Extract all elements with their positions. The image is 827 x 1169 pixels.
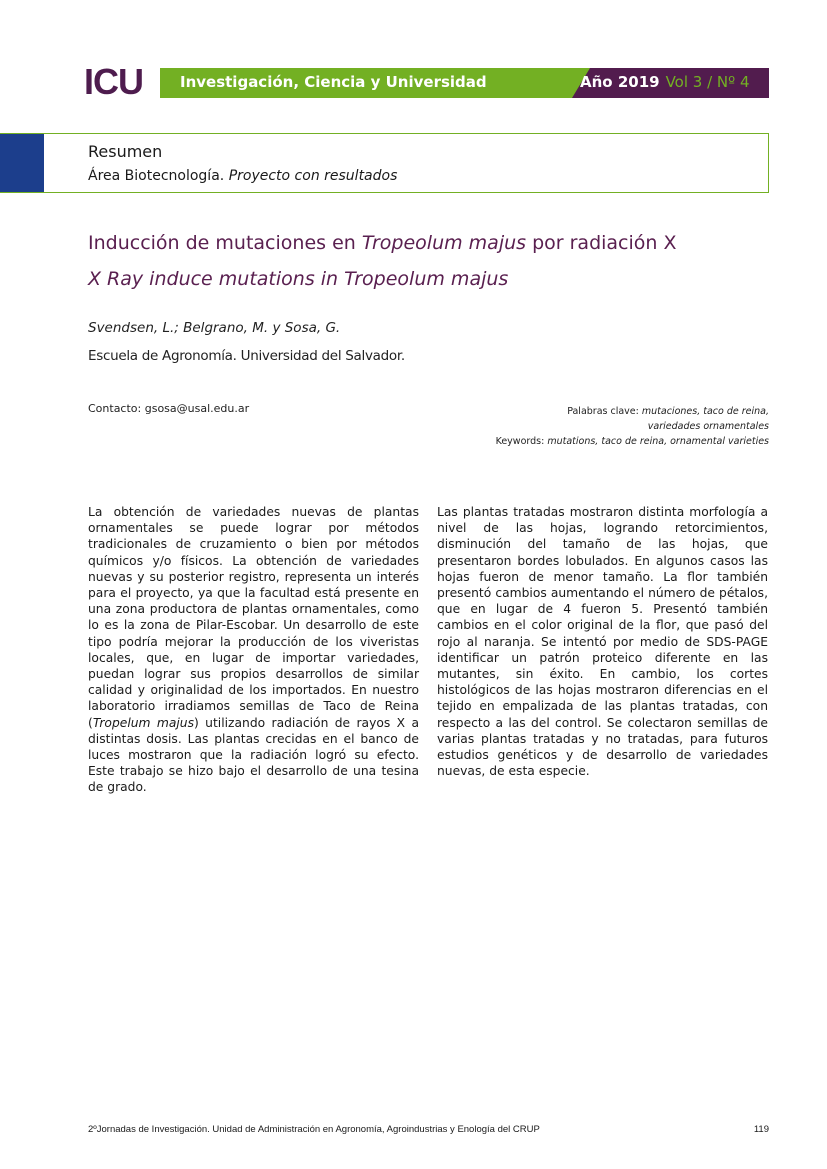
section-box (0, 133, 769, 193)
abstract-column-right: Las plantas tratadas mostraron distinta morfología a nivel de las hojas, logrando retorcimientos, disminución del tamaño de las hojas, que presentaron bordes lobulados. En algunos casos las hojas fueron de menor tamaño. La flor también presentó cambios aumentando el número de pétalos, que en lugar de 4 fueron 5. Presentó también cambios en el color original de la flor, que pasó del rojo al naranja. Se intentó por medio de SDS-PAGE identificar un patrón proteico diferente en las mutantes, sin éxito. En cambio, los cortes histológicos de las hojas mostraron diferencias en el tejido en empalizada de las plantas tratadas, con respecto a las del control. Se colectaron semillas de varias plantas tratadas y no tratadas, para futuros estudios genéticos y de desarrollo de variedades nuevas, de esta especie. (437, 505, 768, 779)
abstract-left-species: Tropelum majus (92, 715, 195, 730)
title-es-text: Inducción de mutaciones en (88, 232, 362, 254)
keywords-en-line (496, 434, 769, 449)
project-type: Proyecto con resultados (228, 168, 398, 184)
footer-text: 2ºJornadas de Investigación. Unidad de Administración en Agronomía, Agroindustrias y Enología del CRUP (88, 1124, 540, 1135)
contact-email[interactable]: gsosa@usal.edu.ar (144, 402, 250, 415)
keywords-block (496, 404, 769, 449)
journal-banner (160, 68, 769, 98)
page-footer (88, 1124, 769, 1135)
area-name: Área Biotecnología. (88, 168, 225, 184)
page-number: 119 (753, 1124, 769, 1135)
abstract-column-left (88, 504, 419, 796)
title-es-species: Tropeolum majus (361, 232, 527, 254)
banner-green-band (160, 68, 590, 98)
abstract-left-text: La obtención de variedades nuevas de plantas ornamentales se puede lograr por métodos tradicionales de cruzamiento o bien por métodos químicos y/o físicos. La obtención de variedades nuevas y su posterior registro, representa un interés para el proyecto, ya que la facultad está presente en una zona productora de plantas ornamentales, como lo es la zona de Pilar-Escobar. Un desarrollo de este tipo podría mejorar la producción de los viveristas locales, que, en lugar de importar variedades, puedan lograr sus propios desarrollos de similar calidad y originalidad de los importados. En nuestro laboratorio irradiamos semillas de Taco de Reina ( (88, 505, 419, 730)
keywords-es-line2 (496, 419, 769, 434)
keywords-es-line1 (496, 404, 769, 419)
keywords-es-label: Palabras clave: (567, 406, 639, 417)
keywords-en-label: Keywords: (495, 436, 545, 447)
keywords-es-values: mutaciones, taco de reina, (641, 406, 769, 417)
section-label: Resumen (88, 142, 163, 161)
authors: Svendsen, L.; Belgrano, M. y Sosa, G. (88, 320, 341, 336)
section-color-bar (0, 134, 44, 192)
affiliation: Escuela de Agronomía. Universidad del Salvador. (88, 348, 405, 364)
journal-logo: ICU (84, 61, 143, 102)
issue-volume: Vol 3 / Nº 4 (665, 73, 750, 91)
section-area (88, 168, 397, 184)
article-title-english: X Ray induce mutations in Tropeolum majus (88, 268, 509, 290)
contact (88, 402, 249, 415)
title-es-text-end: por radiación X (526, 232, 677, 254)
article-title-spanish (88, 232, 677, 254)
contact-label: Contacto: (88, 402, 142, 415)
journal-title: Investigación, Ciencia y Universidad (180, 73, 487, 91)
keywords-en-values: mutations, taco de reina, ornamental varieties (547, 436, 769, 447)
keywords-es-values-cont: variedades ornamentales (647, 421, 769, 432)
issue-year: Año 2019 (580, 73, 660, 91)
issue-info (580, 73, 750, 91)
abstract-left-text-end: ) utilizando radiación de rayos X a distintas dosis. Las plantas crecidas en el banco de luces mostraron que la radiación logró su efecto. Este trabajo se hizo bajo el desarrollo de una tesina de grado. (88, 715, 419, 795)
